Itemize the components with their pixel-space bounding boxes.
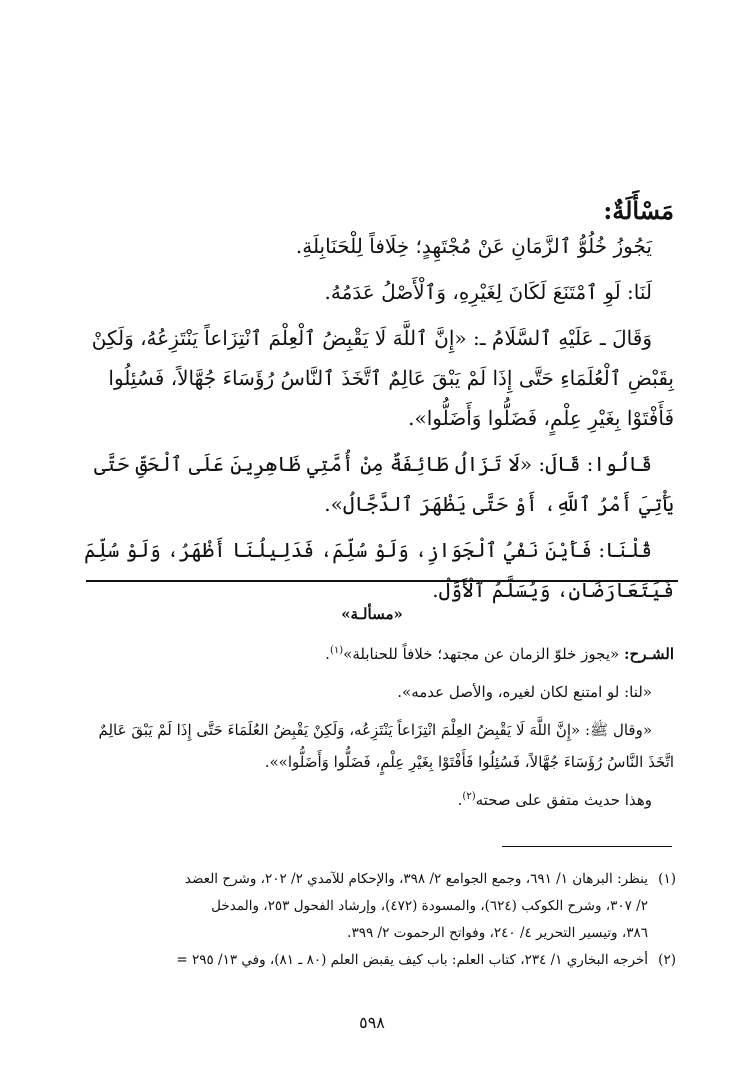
matn-paragraph: لَنَا: لَوِ ٱمْتَنَعَ لَكَانَ لِغَيْرِهِ، وَٱلْأَصْلُ عَدَمُهُ. [324, 280, 652, 304]
footnotes [76, 866, 676, 974]
sharh-period: . [325, 645, 330, 663]
matn-paragraph: وَقَالَ ـ عَلَيْهِ ٱلسَّلَامُ ـ: «إِنَّ ٱللَّهَ لَا يَقْبِضُ ٱلْعِلْمَ ٱنْتِزَاعاً يَنْتَزِعُهُ، وَلَكِنْ بِقَبْضِ ٱلْعُلَمَاءِ حَتَّى إِذَا لَمْ يَبْقَ عَالِمٌ ٱتَّخَذَ ٱلنَّاسُ رُؤَسَاءَ جُهَّالاً، فَسُئِلُوا فَأَفْتَوْا بِغَيْرِ عِلْمٍ، فَضَلُّوا وَأَضَلُّوا». [91, 326, 674, 430]
matn-paragraph: يَجُوزُ خُلُوُّ ٱلزَّمَانِ عَنْ مُجْتَهِدٍ؛ خِلَافاً لِلْحَنَابِلَةِ. [295, 234, 652, 258]
footnote-line [76, 947, 676, 974]
page-number: ٥٩٨ [359, 1013, 385, 1032]
matn-paragraph: قَالُوا: قَالَ: «لَا تَزَالُ طَائِفَةٌ مِنْ أُمَّتِي ظَاهِرِينَ عَلَى ٱلْحَقِّ حَتَّى يَأْتِيَ أَمْرُ ٱللَّهِ، أَوْ حَتَّى يَظْهَرَ ٱلدَّجَّالُ». [93, 452, 674, 516]
sharh-paragraph: «وقال ﷺ: «إِنَّ اللَّهَ لَا يَقْبِضُ العِلْمَ انْتِزَاعاً يَنْتَزِعُه، وَلَكِنْ يَقْبِضُ العُلَمَاءَ حَتَّى إِذَا لَمْ يَبْقَ عَالِمٌ اتَّخَذَ النَّاسُ رُؤَسَاءَ جُهَّالاً، فَسُئِلُوا فَأَفْتَوْا بِغَيْرِ عِلْمٍ، فَضَلُّوا وَأَضَلُّوا»». [98, 721, 674, 771]
footnote-ref: (٢) [462, 791, 476, 802]
sharh-paragraph [80, 638, 674, 670]
sharh-paragraph: «لنا: لو امتنع لكان لغيره، والأصل عدمه». [397, 683, 652, 701]
sharh-period: . [457, 791, 463, 809]
footnote-text: ينظر: البرهان ١/ ٦٩١، وجمع الجوامع ٢/ ٣٩٨، والإحكام للآمدي ٢/ ٢٠٢، وشرح العضد [184, 871, 648, 887]
matn-paragraph: قُلْنَا: فَأَيْنَ نَفْيُ ٱلْجَوَازِ، وَلَوْ سُلِّمَ، فَدَلِيلُنَا أَظْهَرُ، وَلَوْ سُلِّمَ فَيَتَعَارَضَانِ، وَيُسَلَّمُ ٱلْأَوَّلُ. [84, 538, 674, 602]
footnote-line [76, 866, 676, 893]
footnote-ref: (١) [329, 645, 344, 656]
sharh-label: الشـرح: [623, 645, 674, 663]
footnote-number: (٢) [658, 952, 676, 968]
sharh-text [80, 638, 674, 816]
sharh-heading: «مسألـة» [341, 605, 403, 623]
sharh-remark: وهذا حديث متفق على صحته [475, 791, 652, 809]
sharh-paragraph [80, 784, 674, 816]
footnote-line: ٣٨٦، وتيسير التحرير ٤/ ٢٤٠، وفواتح الرحموت ٢/ ٣٩٩. [347, 925, 648, 941]
matn-text [78, 226, 674, 610]
footnote-text: أخرجه البخاري ١/ ٢٣٤، كتاب العلم: باب كيف يقبض العلم (٨٠ ـ ٨١)، وفي ١٣/ ٢٩٥ = [176, 952, 648, 968]
sharh-quote: «يجوز خلوّ الزمان عن مجتهد؛ خلافاً للحنابلة» [343, 645, 624, 663]
footnote-divider [502, 846, 672, 847]
section-divider [86, 580, 678, 582]
footnote-number: (١) [658, 871, 676, 887]
footnote-line: ٢/ ٣٠٧، وشرح الكوكب (٦٢٤)، والمسودة (٤٧٢)، وإرشاد الفحول ٢٥٣، والمدخل [211, 898, 648, 914]
issue-heading: مَسْأَلَةٌ: [603, 196, 674, 225]
